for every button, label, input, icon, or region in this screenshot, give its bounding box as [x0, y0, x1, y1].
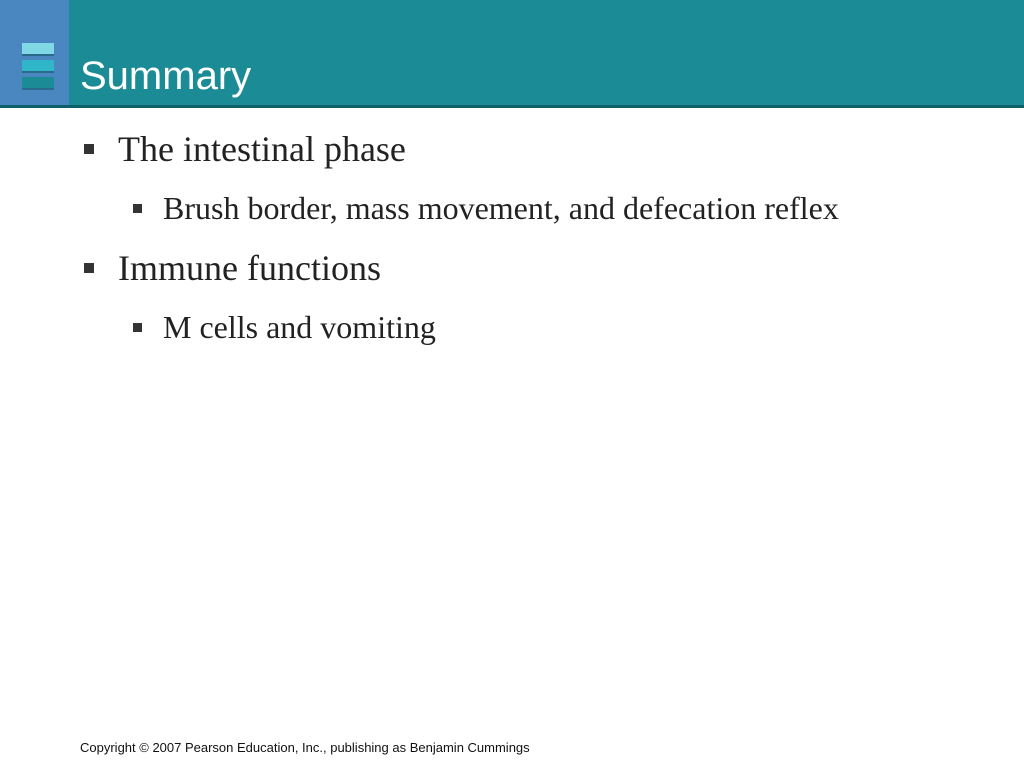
square-bullet-icon — [133, 323, 142, 332]
copyright-footer: Copyright © 2007 Pearson Education, Inc., publishing as Benjamin Cummings — [80, 740, 530, 755]
slide-title: Summary — [80, 54, 252, 98]
sub-bullet-item — [133, 188, 839, 228]
sub-bullet-text: M cells and vomiting — [163, 308, 436, 345]
square-bullet-icon — [133, 204, 142, 213]
bullet-item — [84, 246, 381, 290]
bullet-text: Immune functions — [118, 248, 381, 288]
bullet-text: The intestinal phase — [118, 129, 406, 169]
square-bullet-icon — [84, 144, 94, 154]
sub-bullet-text: Brush border, mass movement, and defecation reflex — [163, 189, 839, 226]
sub-bullet-item — [133, 307, 436, 347]
square-bullet-icon — [84, 263, 94, 273]
bullet-item — [84, 127, 406, 171]
